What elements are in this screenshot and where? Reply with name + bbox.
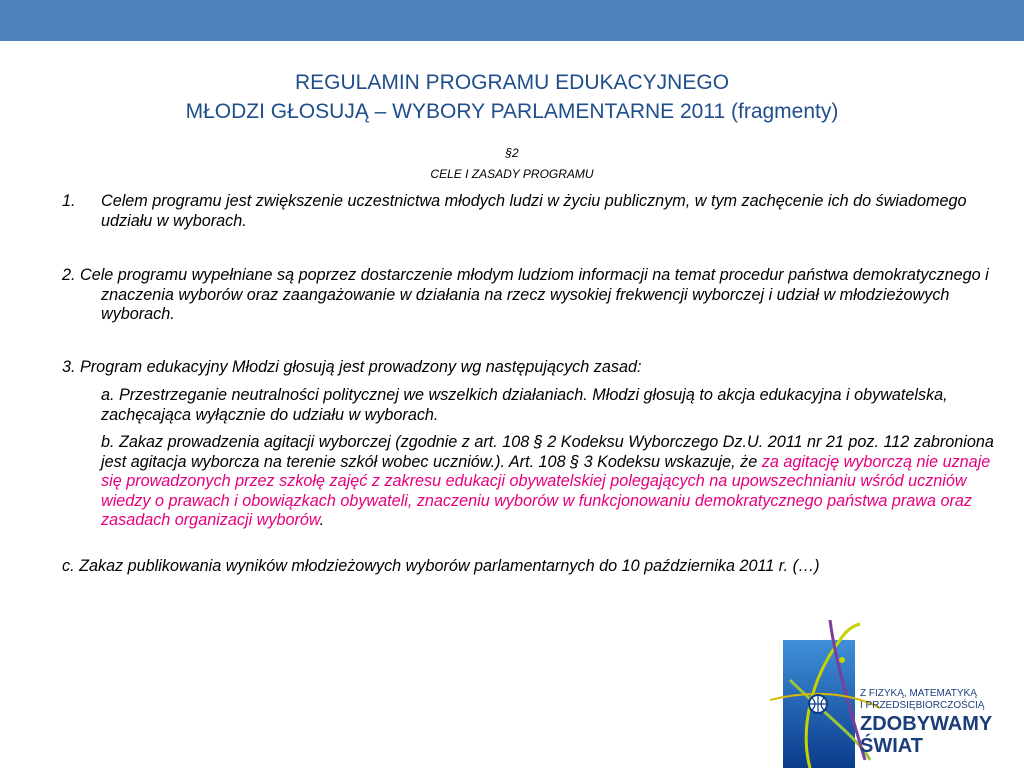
rule-b-highlight: za agitację wyborczą nie uznaje się prowadzonych przez szkołę zajęć z zakresu edukacji obywatelskiej polegających na upowszechnianiu wśród uczniów wiedzy o prawach i obowiązkach obywateli, znaczeniu wyborów w funkcjonowaniu demokratycznego państwa prawa oraz zasadach organizacji wyborów	[101, 452, 991, 529]
rule-a	[62, 386, 1001, 425]
logo-text-line-2: I PRZEDSIĘBIORCZOŚCIĄ	[860, 700, 985, 711]
paragraph-1-text: Celem programu jest zwiększenie uczestnictwa młodych ludzi w życiu publicznym, w tym zachęcenie ich do świadomego udziału w wyborach.	[101, 192, 967, 230]
paragraph-1	[62, 192, 1001, 231]
logo-text-line-3: ZDOBYWAMY	[860, 713, 993, 735]
title-line-2: MŁODZI GŁOSUJĄ – WYBORY PARLAMENTARNE 2011 (fragmenty)	[185, 100, 839, 123]
program-logo	[770, 620, 1024, 768]
top-bar	[0, 0, 1024, 41]
paragraph-2-text: 2. Cele programu wypełniane są poprzez dostarczenie młodym ludziom informacji na temat procedur państwa demokratycznego i znaczenia wyborów oraz zaangażowanie w działania na rzecz wysokiej frekwencji wyborczej i udział w młodzieżowych wyborach.	[62, 266, 989, 323]
rule-b-end: .	[319, 511, 325, 529]
paragraph-3-text: 3. Program edukacyjny Młodzi głosują jest prowadzony wg następujących zasad:	[62, 358, 642, 376]
logo-text-line-1: Z FIZYKĄ, MATEMATYKĄ	[860, 688, 977, 699]
section-heading: CELE I ZASADY PROGRAMU	[430, 167, 594, 181]
paragraph-3	[62, 358, 1001, 378]
rule-b-text: b. Zakaz prowadzenia agitacji wyborczej (zgodnie z art. 108 § 2 Kodeksu Wyborczego Dz.U. 2011 nr 21 poz. 112 zabroniona jest agitacja wyborcza na terenie szkół wobec uczniów.). Art. 108 § 3 Kodeksu wskazuje, że	[101, 433, 994, 471]
rule-a-text: a. Przestrzeganie neutralności politycznej we wszelkich działaniach. Młodzi głosują to akcja edukacyjna i obywatelska, zachęcająca wyłącznie do udziału w wyborach.	[101, 386, 948, 424]
rule-c	[62, 557, 1001, 577]
rule-c-text: c. Zakaz publikowania wyników młodzieżowych wyborów parlamentarnych do 10 października 2011 r. (…)	[62, 557, 820, 575]
rule-b	[62, 433, 1001, 531]
paragraph-1-number: 1.	[62, 192, 76, 210]
logo-dot	[839, 657, 845, 663]
title-line-1: REGULAMIN PROGRAMU EDUKACYJNEGO	[294, 71, 730, 94]
section-number: §2	[505, 146, 519, 160]
logo-text-line-4: ŚWIAT	[860, 735, 923, 757]
paragraph-2	[62, 266, 1001, 325]
slide-title	[0, 68, 1024, 126]
